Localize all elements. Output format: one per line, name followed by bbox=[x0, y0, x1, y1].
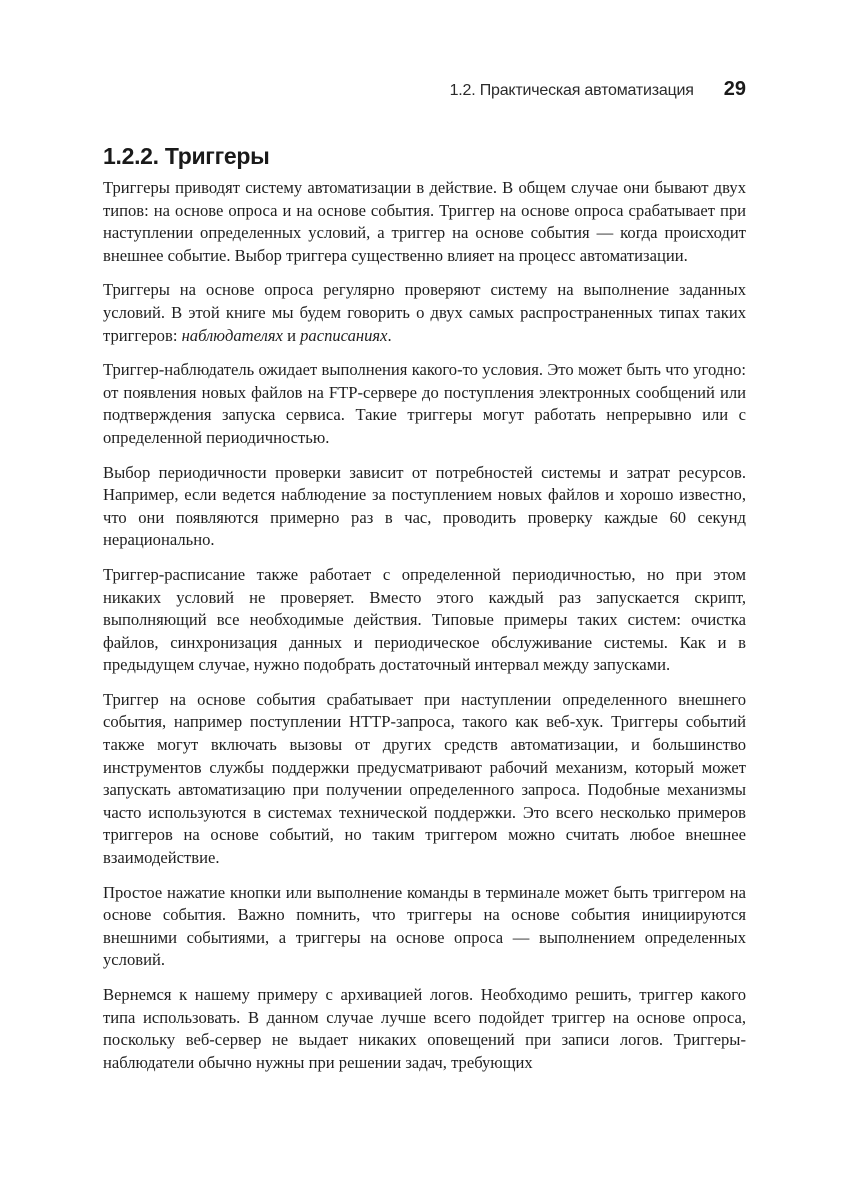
paragraph-4: Выбор периодичности проверки зависит от потребностей системы и затрат ресурсов. Например, если ведется наблюдение за поступлением новых файлов и хорошо известно, что они появляются примерно раз в час, проводить проверку каждые 60 секунд нерационально. bbox=[103, 462, 746, 550]
paragraph-3: Триггер-наблюдатель ожидает выполнения какого-то условия. Это может быть что угодно: от появления новых файлов на FTP-сервере до поступления электронных сообщений или подтверждения запуска сервиса. Такие триггеры могут работать непрерывно или с определенной периодичностью. bbox=[103, 360, 746, 447]
paragraph-2-text-after: . bbox=[387, 325, 392, 345]
paragraph-2-text-mid: и bbox=[282, 325, 301, 345]
section-heading: 1.2.2. Триггеры bbox=[103, 143, 270, 169]
body-text bbox=[103, 177, 746, 1086]
paragraph-6: Триггер на основе события срабатывает при наступлении определенного внешнего события, например поступлении HTTP-запроса, такого как веб-хук. Триггеры событий также могут включать вызовы от других средств автоматизации, и большинство инструментов службы поддержки предусматривают рабочий механизм, который может запускать автоматизацию при получении определенного запроса. Подобные механизмы часто используются в системах технической поддержки. Это всего несколько примеров триггеров на основе событий, но таким триггером можно считать любое внешнее взаимодействие. bbox=[103, 689, 746, 868]
running-title: 1.2. Практическая автоматизация bbox=[449, 82, 694, 99]
paragraph-2 bbox=[103, 279, 746, 347]
paragraph-2-text-before: Триггеры на основе опроса регулярно проверяют систему на выполнение заданных условий. В этой книге мы будем говорить о двух самых распространенных типах таких триггеров: bbox=[103, 280, 746, 345]
running-header bbox=[103, 78, 746, 102]
paragraph-7: Простое нажатие кнопки или выполнение команды в терминале может быть триггером на основе события. Важно помнить, что триггеры на основе события инициируются внешними событиями, а триггеры на основе опроса — выполнением определенных условий. bbox=[103, 882, 746, 970]
emphasis-observers: наблюдателях bbox=[181, 325, 283, 345]
paragraph-8: Вернемся к нашему примеру с архивацией логов. Необходимо решить, триггер какого типа использовать. В данном случае лучше всего подойдет триггер на основе опроса, поскольку веб-сервер не выдает никаких оповещений при записи логов. Триггеры-наблюдатели обычно нужны при решении задач, требующих bbox=[103, 985, 746, 1072]
page-number: 29 bbox=[723, 78, 746, 100]
paragraph-5: Триггер-расписание также работает с определенной периодичностью, но при этом никаких условий не проверяет. Вместо этого каждый раз запускается скрипт, выполняющий все необходимые действия. Типовые примеры таких систем: очистка файлов, синхронизация данных и периодическое обслуживание системы. Как и в предыдущем случае, нужно подобрать достаточный интервал между запусками. bbox=[103, 564, 746, 675]
paragraph-1: Триггеры приводят систему автоматизации в действие. В общем случае они бывают двух типов: на основе опроса и на основе события. Триггер на основе опроса срабатывает при наступлении определенных условий, а триггер на основе события — когда происходит внешнее событие. Выбор триггера существенно влияет на процесс автоматизации. bbox=[103, 178, 746, 265]
emphasis-schedules: расписаниях bbox=[300, 325, 388, 345]
